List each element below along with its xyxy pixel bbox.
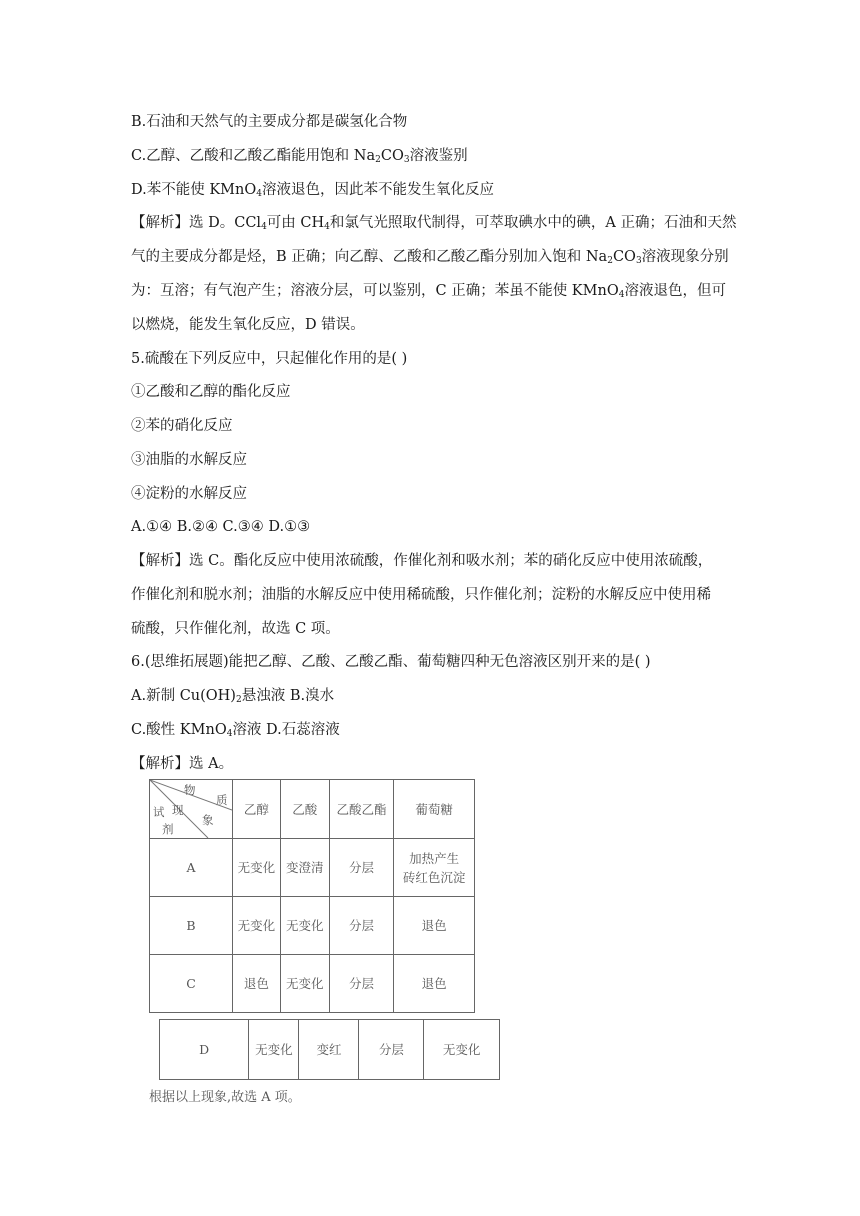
reagent-label: D xyxy=(160,1020,249,1080)
question-5-item-3 xyxy=(131,450,247,470)
question-6-options-cd xyxy=(131,720,340,744)
text-run: ②苯的硝化反应 xyxy=(131,418,233,434)
corner-label-zhi: 质 xyxy=(216,793,228,807)
question-6 xyxy=(131,652,651,672)
subscript: 2 xyxy=(607,256,613,266)
table-row xyxy=(150,839,475,897)
text-run: D.苯不能使 KMnO xyxy=(131,182,257,198)
table-cell: 无变化 xyxy=(249,1020,299,1080)
text-run: C.酸性 KMnO xyxy=(131,722,227,738)
analysis-6 xyxy=(131,754,233,774)
subscript: 4 xyxy=(261,222,267,232)
analysis-4-line-1 xyxy=(131,213,736,237)
table-cell: 无变化 xyxy=(233,839,281,897)
text-run: 和氯气光照取代制得，可萃取碘水中的碘，A 正确；石油和天然 xyxy=(329,215,737,231)
table-cell: 变红 xyxy=(299,1020,359,1080)
analysis-5-line-1 xyxy=(131,551,712,571)
table-cell: 变澄清 xyxy=(280,839,329,897)
corner-label-xian: 现 xyxy=(172,803,184,817)
option-c xyxy=(131,146,468,170)
table-cell: 退色 xyxy=(394,955,475,1013)
table-cell: 无变化 xyxy=(424,1020,500,1080)
text-run: ③油脂的水解反应 xyxy=(131,452,247,468)
header-ethanol: 乙醇 xyxy=(233,780,281,839)
table-corner-header xyxy=(150,780,233,839)
question-5-item-2 xyxy=(131,416,233,436)
analysis-4-line-3 xyxy=(131,281,726,305)
reagent-table xyxy=(149,779,475,1013)
text-run: 可由 CH xyxy=(266,215,325,231)
text-run: 气的主要成分都是烃，B 正确；向乙醇、乙酸和乙酸乙酯分别加入饱和 Na xyxy=(131,249,608,265)
table-cell: 分层 xyxy=(329,955,394,1013)
text-run: 【解析】选 C。酯化反应中使用浓硫酸，作催化剂和吸水剂；苯的硝化反应中使用浓硫酸， xyxy=(131,553,713,569)
text-run: CO xyxy=(612,249,636,265)
corner-label-wu: 物 xyxy=(184,783,196,797)
text-run: 悬浊液 B.溴水 xyxy=(241,688,335,704)
text-run: CO xyxy=(380,148,404,164)
table-row xyxy=(160,1020,500,1080)
question-5-item-4 xyxy=(131,484,247,504)
text-run: 【解析】选 A。 xyxy=(131,756,234,772)
analysis-5-line-3 xyxy=(131,619,340,639)
text-run: 溶液退色，因此苯不能发生氧化反应 xyxy=(261,182,494,198)
subscript: 4 xyxy=(324,222,330,232)
text-run: ①乙酸和乙醇的酯化反应 xyxy=(131,384,291,400)
text-run: 【解析】选 D。CCl xyxy=(131,215,262,231)
analysis-5-line-2 xyxy=(131,585,711,605)
table-cell: 无变化 xyxy=(280,955,329,1013)
question-5-options xyxy=(131,517,310,537)
subscript: 2 xyxy=(375,155,381,165)
text-run: B.石油和天然气的主要成分都是碳氢化合物 xyxy=(131,114,408,130)
option-b xyxy=(131,112,407,132)
question-5 xyxy=(131,349,407,369)
table-row xyxy=(150,955,475,1013)
text-run: 溶液鉴别 xyxy=(409,148,468,164)
subscript: 3 xyxy=(403,155,410,165)
text-run: 溶液 D.石蕊溶液 xyxy=(232,722,340,738)
reagent-label: B xyxy=(150,897,233,955)
text-run: 6.(思维拓展题)能把乙醇、乙酸、乙酸乙酯、葡萄糖四种无色溶液区别开来的是( ) xyxy=(131,654,651,670)
table-cell: 退色 xyxy=(233,955,281,1013)
corner-label-shi: 试 xyxy=(153,805,165,819)
table-cell: 分层 xyxy=(329,839,394,897)
text-run: 以燃烧，能发生氧化反应，D 错误。 xyxy=(131,317,365,333)
text-run: 为：互溶；有气泡产生；溶液分层，可以鉴别，C 正确；苯虽不能使 KMnO xyxy=(131,283,619,299)
text-run: 5.硫酸在下列反应中，只起催化作用的是( ) xyxy=(131,351,408,367)
table-cell: 分层 xyxy=(359,1020,424,1080)
text-run: 硫酸，只作催化剂，故选 C 项。 xyxy=(131,621,340,637)
question-5-item-1 xyxy=(131,382,291,402)
text-run: ④淀粉的水解反应 xyxy=(131,486,247,502)
analysis-4-line-4 xyxy=(131,315,365,335)
text-run: C.乙醇、乙酸和乙酸乙酯能用饱和 Na xyxy=(131,148,376,164)
question-6-options-ab xyxy=(131,686,334,710)
header-glucose: 葡萄糖 xyxy=(394,780,475,839)
subscript: 2 xyxy=(235,695,242,705)
text-run: A.新制 Cu(OH) xyxy=(131,688,236,704)
text-run: 溶液现象分别 xyxy=(641,249,729,265)
subscript: 4 xyxy=(256,189,262,199)
table-cell: 退色 xyxy=(394,897,475,955)
subscript: 3 xyxy=(635,256,642,266)
header-ethyl-acetate: 乙酸乙酯 xyxy=(329,780,394,839)
table-row xyxy=(150,897,475,955)
text-run: 作催化剂和脱水剂；油脂的水解反应中使用稀硫酸，只作催化剂；淀粉的水解反应中使用稀 xyxy=(131,587,711,603)
table-cell: 无变化 xyxy=(280,897,329,955)
analysis-4-line-2 xyxy=(131,247,729,271)
subscript: 4 xyxy=(226,729,233,739)
table-cell: 分层 xyxy=(329,897,394,955)
text-run: 溶液退色，但可 xyxy=(624,283,726,299)
text-run: A.①④ B.②④ C.③④ D.①③ xyxy=(131,519,311,535)
option-d xyxy=(131,180,494,204)
reagent-table-continued xyxy=(159,1019,500,1080)
reagent-label: A xyxy=(150,839,233,897)
reagent-label: C xyxy=(150,955,233,1013)
subscript: 4 xyxy=(618,290,625,300)
table-cell: 无变化 xyxy=(233,897,281,955)
corner-label-ji: 剂 xyxy=(162,822,174,836)
table-cell: 加热产生 砖红色沉淀 xyxy=(394,839,475,897)
table-footnote: 根据以上现象,故选 A 项。 xyxy=(149,1090,301,1105)
header-acetic-acid: 乙酸 xyxy=(280,780,329,839)
corner-label-xiang: 象 xyxy=(202,813,214,827)
